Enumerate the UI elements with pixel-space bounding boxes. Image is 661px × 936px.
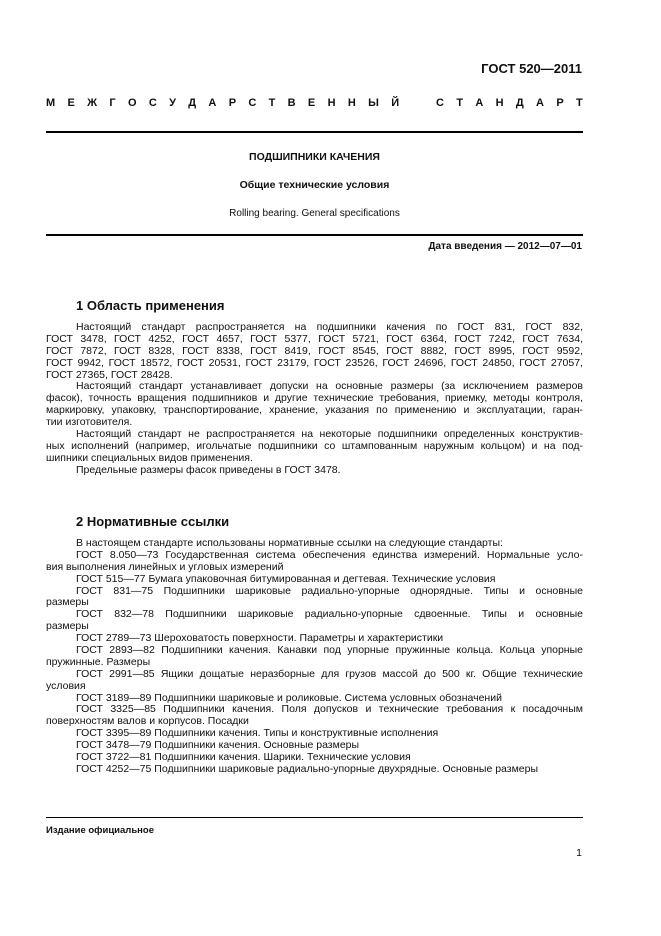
- top-divider: [46, 131, 583, 133]
- banner-letter: Р: [228, 97, 237, 109]
- section-2-body: [46, 538, 583, 776]
- text-line: ГОСТ 515—77 Бумага упаковочная битумированная и дегтевая. Технические условия: [76, 572, 496, 585]
- section-2-heading: 2 Нормативные ссылки: [76, 514, 230, 529]
- text-line: пружинные. Размеры: [46, 655, 151, 668]
- official-edition-note: Издание официальное: [46, 825, 154, 836]
- text-line: поверхностям валов и корпусов. Посадки: [46, 715, 249, 728]
- text-line: Настоящий стандарт не распространяется на некоторые подшипники определенных конструктив-: [76, 429, 583, 441]
- banner-letter: Ы: [368, 97, 379, 109]
- banner-letter: С: [148, 97, 157, 109]
- text-line: ГОСТ 4252—75 Подшипники шариковые радиально-упорные двухрядные. Основные размеры: [76, 762, 539, 775]
- banner-letter: С: [436, 97, 444, 109]
- text-line: вия выполнения линейных и угловых измерений: [46, 560, 284, 573]
- banner-letter: М: [46, 97, 56, 109]
- banner-letter: Ж: [87, 97, 98, 109]
- text-line: маркировку, упаковку, транспортирование, хранение, указания по применению и эксплуатации, гаран-: [46, 405, 583, 417]
- banner-letter: А: [536, 97, 544, 109]
- text-line: В настоящем стандарте использованы нормативные ссылки на следующие стандарты:: [76, 537, 503, 549]
- banner-letter: А: [475, 97, 484, 109]
- banner-letter: Й: [391, 97, 400, 109]
- text-line: ГОСТ 3478—79 Подшипники качения. Основные размеры: [76, 739, 360, 752]
- section-1-body: [46, 322, 583, 477]
- banner-letter: Н: [327, 97, 336, 109]
- banner-letter: Н: [495, 97, 504, 109]
- text-line: размеры: [46, 620, 89, 633]
- banner-letter: Е: [67, 97, 75, 109]
- document-title: ПОДШИПНИКИ КАЧЕНИЯ: [249, 151, 380, 163]
- document-code: ГОСТ 520—2011: [481, 61, 582, 76]
- banner-letter: А: [208, 97, 217, 109]
- text-line: шипники специальных видов применения.: [46, 451, 253, 464]
- banner-letter: Т: [575, 97, 583, 109]
- section-1-heading: 1 Область применения: [76, 298, 225, 313]
- text-line: ГОСТ 3478, ГОСТ 4252, ГОСТ 4657, ГОСТ 5377, ГОСТ 5721, ГОСТ 6364, ГОСТ 7242, ГОСТ 7634,: [46, 333, 583, 345]
- text-line: ных исполнений (например, игольчатые подшипники со штампованным наружным кольцом) и на под-: [46, 440, 583, 452]
- text-line: ГОСТ 3722—81 Подшипники качения. Шарики. Технические условия: [76, 751, 411, 764]
- document-subtitle: Общие технические условия: [239, 179, 390, 191]
- banner-letter: Т: [268, 97, 276, 109]
- text-line: ГОСТ 831—75 Подшипники шариковые радиально-упорные однорядные. Типы и основные: [76, 585, 583, 597]
- page-number: 1: [576, 847, 582, 859]
- text-line: ГОСТ 3325—85 Подшипники качения. Поля допусков и технические требования к посадочным: [76, 704, 583, 716]
- standard-type-banner: [46, 97, 583, 109]
- banner-letter: Т: [456, 97, 464, 109]
- banner-letter: О: [127, 97, 137, 109]
- banner-letter: У: [169, 97, 176, 109]
- banner-letter: Д: [188, 97, 197, 109]
- english-title: Rolling bearing. General specifications: [229, 208, 400, 219]
- effective-date: Дата введения — 2012—07—01: [428, 241, 582, 252]
- text-line: ГОСТ 2893—82 Подшипники качения. Канавки под упорные пружинные кольца. Кольца упорные: [76, 645, 583, 657]
- header-divider: [46, 234, 583, 236]
- banner-letter: С: [248, 97, 257, 109]
- text-line: ГОСТ 2789—73 Шероховатость поверхности. Параметры и характеристики: [76, 632, 444, 645]
- text-line: Предельные размеры фасок приведены в ГОСТ 3478.: [76, 463, 341, 476]
- text-line: тии изготовителя.: [46, 416, 133, 429]
- banner-letter: Г: [109, 97, 116, 109]
- text-line: условия: [46, 679, 86, 692]
- text-line: ГОСТ 2991—85 Ящики дощатые неразборные для грузов массой до 500 кг. Общие технические: [76, 668, 583, 680]
- banner-letter: Н: [347, 97, 356, 109]
- banner-letter: Р: [556, 97, 564, 109]
- text-line: Настоящий стандарт распространяется на подшипники качения по ГОСТ 831, ГОСТ 832,: [76, 322, 583, 333]
- text-line: фасок), точность вращения подшипников и другие технические требования, приемку, методы контроля,: [46, 393, 583, 405]
- text-line: ГОСТ 3189—89 Подшипники шариковые и роликовые. Система условных обозначений: [76, 691, 502, 704]
- banner-letter: Д: [515, 97, 524, 109]
- text-line: ГОСТ 8.050—73 Государственная система обеспечения единства измерений. Нормальные усло-: [76, 549, 583, 561]
- banner-letter: В: [287, 97, 296, 109]
- text-line: Настоящий стандарт устанавливает допуски на основные размеры (за исключением размеров: [76, 381, 583, 393]
- text-line: ГОСТ 7872, ГОСТ 8328, ГОСТ 8338, ГОСТ 8419, ГОСТ 8545, ГОСТ 8882, ГОСТ 8995, ГОСТ 9592,: [46, 345, 583, 357]
- text-line: размеры: [46, 596, 89, 609]
- footer-divider: [46, 817, 583, 818]
- text-line: ГОСТ 3395—89 Подшипники качения. Типы и конструктивные исполнения: [76, 727, 439, 740]
- text-line: ГОСТ 9942, ГОСТ 18572, ГОСТ 20531, ГОСТ 23179, ГОСТ 23526, ГОСТ 24696, ГОСТ 24850, ГОСТ 27057,: [46, 357, 583, 369]
- banner-letter: Е: [307, 97, 316, 109]
- text-line: ГОСТ 832—78 Подшипники шариковые радиально-упорные сдвоенные. Типы и основные: [76, 609, 583, 621]
- text-line: ГОСТ 27365, ГОСТ 28428.: [46, 368, 173, 381]
